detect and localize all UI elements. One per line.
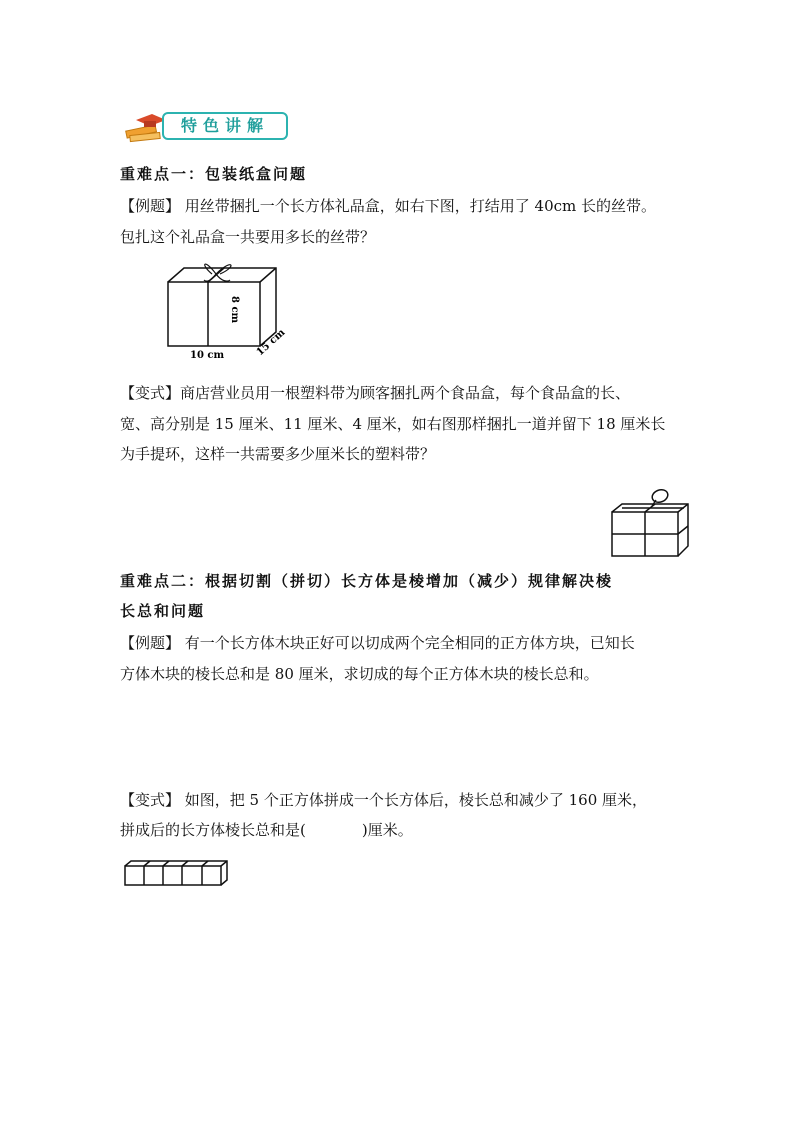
depth-label: 15 cm (254, 327, 288, 359)
section1-example-line1: 【例题】 用丝带捆扎一个长方体礼品盒，如右下图，打结用了 40cm 长的丝带。 (120, 197, 657, 215)
height-label: 8 cm (229, 296, 240, 324)
section1-variant-line3: 为手提环，这样一共需要多少厘米长的塑料带？ (120, 445, 436, 463)
section2-heading-line1: 重难点二：根据切割（拼切）长方体是棱增加（减少）规律解决棱 (120, 572, 614, 590)
banner-title-box (162, 112, 288, 140)
banner-title: 特色讲解 (180, 116, 269, 135)
variant-line2-prefix: 拼成后的长方体棱长总和是( (120, 821, 306, 839)
section2-variant-line2 (120, 820, 413, 840)
section1-example-line2: 包扎这个礼品盒一共要用多长的丝带？ (120, 228, 376, 246)
section-banner (122, 104, 292, 144)
section2-heading-line2: 长总和问题 (120, 602, 206, 620)
width-label: 10 cm (190, 350, 225, 361)
food-boxes-figure (608, 488, 690, 558)
section2-example-line1: 【例题】 有一个长方体木块正好可以切成两个完全相同的正方体方块，已知长 (120, 634, 635, 652)
section2-variant-line1: 【变式】 如图，把 5 个正方体拼成一个长方体后，棱长总和减少了 160 厘米， (120, 791, 648, 809)
five-cubes-figure (122, 858, 230, 888)
section1-heading: 重难点一：包装纸盒问题 (120, 165, 308, 183)
section1-variant-line2: 宽、高分别是 15 厘米、11 厘米、4 厘米，如右图那样捆扎一道并留下 18 厘米长 (120, 415, 666, 433)
section1-variant-line1: 【变式】商店营业员用一根塑料带为顾客捆扎两个食品盒，每个食品盒的长、 (120, 384, 631, 402)
variant-line2-suffix: )厘米。 (361, 821, 413, 839)
section2-example-line2: 方体木块的棱长总和是 80 厘米，求切成的每个正方体木块的棱长总和。 (120, 665, 599, 683)
gift-box-figure (160, 252, 300, 364)
